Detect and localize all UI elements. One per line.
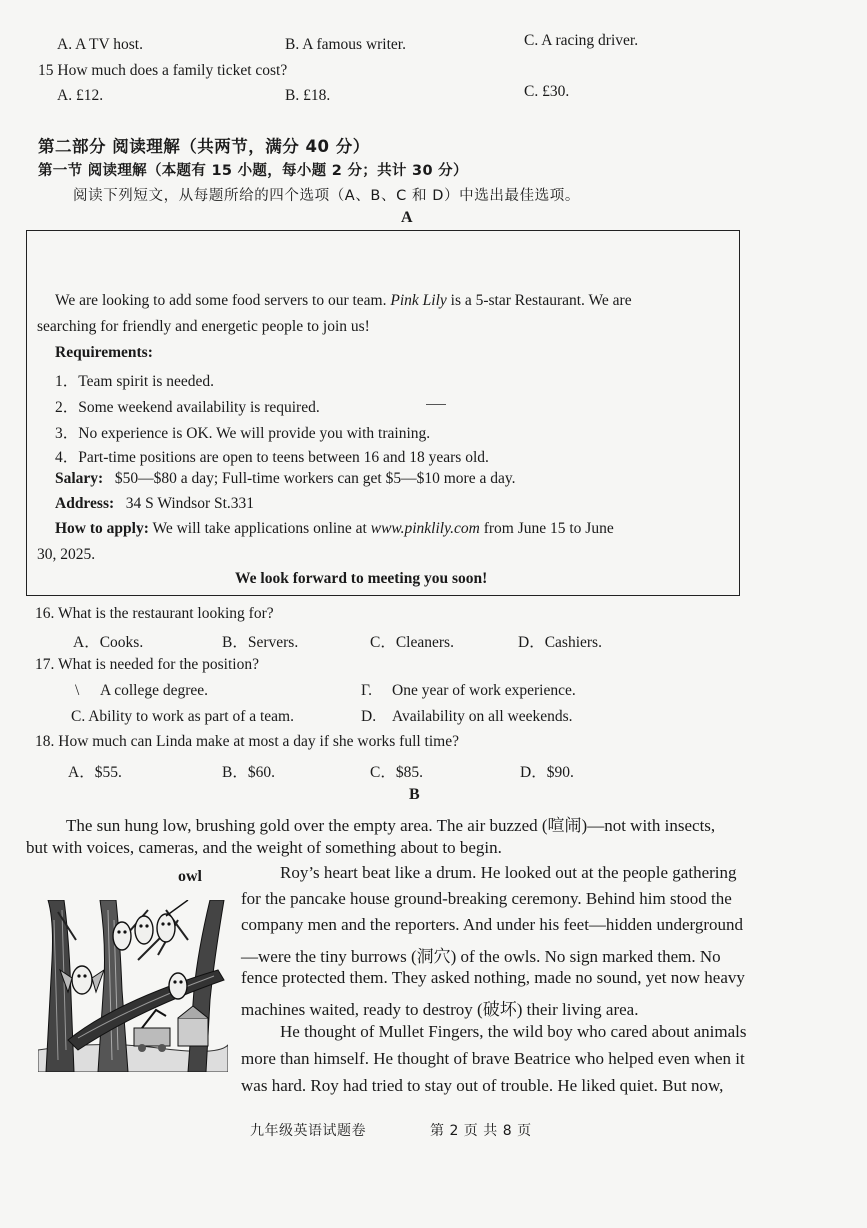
passage-b-p2-line3: company men and the reporters. And under his feet—hidden underground (241, 915, 743, 934)
passage-b-p1-line2: but with voices, cameras, and the weight of something about to begin. (26, 838, 502, 857)
q15-option-b: B. £18. (285, 87, 331, 104)
q15-option-c: C. £30. (524, 83, 570, 100)
q17-option-d-letter: D. (361, 708, 377, 725)
q16-option-b: B．Servers. (222, 634, 299, 651)
apply-label: How to apply: (55, 520, 149, 537)
ad-intro-text-2: is a 5-star Restaurant. We are (446, 292, 632, 309)
q17-option-b: One year of work experience. (392, 682, 576, 699)
question-16: 16. What is the restaurant looking for? (35, 605, 274, 622)
q16-option-c: C．Cleaners. (370, 634, 454, 651)
question-18: 18. How much can Linda make at most a day if she works full time? (35, 733, 459, 750)
requirements-heading: Requirements: (55, 344, 153, 361)
passage-b-p3-line2: more than himself. He thought of brave Beatrice who helped even when it (241, 1049, 745, 1068)
passage-a-letter: A (401, 209, 413, 226)
section1-title: 第一节 阅读理解（本题有 15 小题，每小题 2 分；共计 30 分） (38, 163, 468, 179)
apply-line (55, 520, 614, 538)
passage-b-p1-line1: The sun hung low, brushing gold over the empty area. The air buzzed (喧闹)—not with insects, (66, 816, 716, 835)
q17-option-a: A college degree. (100, 682, 209, 699)
q18-option-d: D．$90. (520, 764, 574, 781)
passage-b-p2-line2: for the pancake house ground-breaking ceremony. Behind him stood the (241, 889, 732, 908)
ad-closing: We look forward to meeting you soon! (235, 570, 488, 587)
q18-option-a: A．$55. (68, 764, 122, 781)
passage-b-p3-line3: was hard. Roy had tried to stay out of trouble. He liked quiet. But now, (241, 1076, 724, 1095)
apply-line-2: 30, 2025. (37, 546, 96, 563)
requirement-4: 4．Part-time positions are open to teens between 16 and 18 years old. (55, 449, 489, 466)
salary-line (55, 470, 515, 488)
salary-text: $50—$80 a day; Full-time workers can get $5—$10 more a day. (114, 470, 516, 487)
q17-option-a-letter: \ (75, 682, 80, 699)
apply-url: www.pinklily.com (370, 520, 480, 537)
q16-option-d: D．Cashiers. (518, 634, 602, 651)
stray-mark (426, 404, 446, 405)
passage-b-p2-line6: machines waited, ready to destroy (破坏) their living area. (241, 1000, 639, 1019)
q17-option-b-letter: Γ. (361, 682, 372, 699)
requirement-3: 3．No experience is OK. We will provide you with training. (55, 425, 431, 442)
q16-option-a: A．Cooks. (73, 634, 144, 651)
owl-label: owl (178, 868, 202, 885)
ad-intro-line-1 (55, 292, 632, 310)
owl-illustration (38, 900, 228, 1072)
section-instruction: 阅读下列短文，从每题所给的四个选项（A、B、C 和 D）中选出最佳选项。 (73, 188, 580, 204)
passage-b-p3-line1: He thought of Mullet Fingers, the wild boy who cared about animals (280, 1022, 747, 1041)
part2-title: 第二部分 阅读理解（共两节，满分 40 分） (38, 137, 370, 156)
q15-option-a: A. £12. (57, 87, 104, 104)
footer-page-number: 第 2 页 共 8 页 (430, 1123, 532, 1139)
apply-text: We will take applications online at (148, 520, 371, 537)
q14-option-b: B. A famous writer. (285, 36, 406, 53)
ad-intro-text: We are looking to add some food servers to our team. (55, 292, 391, 309)
q17-option-d: Availability on all weekends. (392, 708, 573, 725)
footer-subject: 九年级英语试题卷 (250, 1123, 366, 1139)
passage-b-letter: B (409, 786, 420, 803)
requirement-2: 2．Some weekend availability is required. (55, 399, 320, 416)
q17-option-c: C. Ability to work as part of a team. (71, 708, 294, 725)
passage-b-p2-line5: fence protected them. They asked nothing, made no sound, yet now heavy (241, 968, 745, 987)
q18-option-c: C．$85. (370, 764, 423, 781)
salary-label: Salary: (55, 470, 104, 487)
apply-text-2: from June 15 to June (479, 520, 614, 537)
requirement-1: 1．Team spirit is needed. (55, 373, 215, 390)
address-line (55, 495, 254, 513)
ad-intro-line-2: searching for friendly and energetic people to join us! (37, 318, 370, 335)
question-17: 17. What is needed for the position? (35, 656, 259, 673)
restaurant-name: Pink Lily (390, 292, 447, 309)
address-text: 34 S Windsor St.331 (125, 495, 255, 512)
address-label: Address: (55, 495, 115, 512)
passage-b-p2-line1: Roy’s heart beat like a drum. He looked out at the people gathering (280, 863, 737, 882)
q18-option-b: B．$60. (222, 764, 275, 781)
q14-option-a: A. A TV host. (57, 36, 143, 53)
question-15: 15 How much does a family ticket cost? (38, 62, 288, 79)
passage-b-p2-line4: —were the tiny burrows (洞穴) of the owls. No sign marked them. No (241, 947, 721, 966)
q14-option-c: C. A racing driver. (524, 32, 639, 49)
